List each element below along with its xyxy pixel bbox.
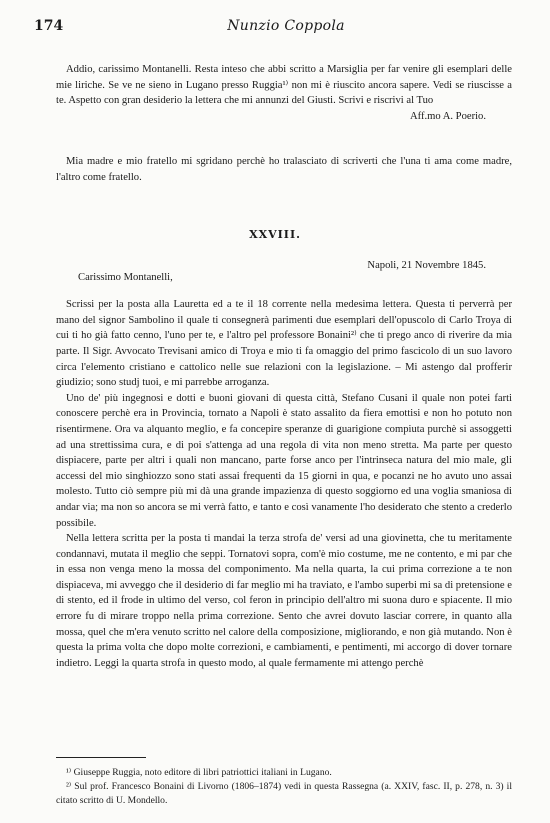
footnote-rule xyxy=(56,757,146,758)
postscript-text: Mia madre e mio fratello mi sgridano perchè ho tralasciato di scriverti che l'una ti ama come madre, l'altro come fratello. xyxy=(56,156,512,183)
letter-number: XXVIII. xyxy=(249,228,301,241)
footnote-2: ²⁾ Sul prof. Francesco Bonaini di Livorno (1806–1874) vedi in questa Rassegna (a. XXIV, fasc. II, p. 278, n. 3) il citato scritto di U. Mondello. xyxy=(56,781,512,806)
letter-1-body: Addio, carissimo Montanelli. Resta inteso che abbi scritto a Marsiglia per far venire gli esemplari delle mie liriche. Se ve ne sieno in Lugano presso Ruggia¹⁾ non mi è riuscito ancora sapere. Vedi se riuscisse a te. Aspetto con gran desiderio la lettera che mi annunzi del Giusti. Scrivi e riscrivi al Tuo xyxy=(56,64,512,107)
postscript xyxy=(56,154,512,185)
letter-1-signature: Aff.mo A. Poerio. xyxy=(409,110,486,122)
paragraph-3: Nella lettera scritta per la posta ti mandai la terza strofa de' versi ad una giovinetta, che tu meritamente condannavi, mutata il meglio che seppi. Tornatovi sopra, com'è mio costume, me ne contento, e mi par che in essa non venga meno la mossa del componimento. Ma nella quarta, la cui prima correzione a te non dispiaceva, mi avveggo che il desiderio di far meglio mi ha traviato, e l'ambo superbi mi sa di pretensione e di stento, ed il frode in ultimo del verso, col feron in principio dell'altro mi suona duro e spiacente. Il mio errore fu di mirare troppo nella prima correzione. Sento che avrei dovuto lasciar correre, in quanto alla mossa, quel che m'era venuto scritto nel calore della composizione, migliorando, e non già mutando. Non è questa la prima volta che dopo molte correzioni, e cambiamenti, e pentimenti, mi accorgo di dover tornare indietro. Leggi la quarta strofa in questo modo, al quale fermamente mi attengo perchè xyxy=(56,533,512,669)
footnote-1: ¹⁾ Giuseppe Ruggia, noto editore di libri patriottici italiani in Lugano. xyxy=(66,767,332,778)
letter-1 xyxy=(56,62,512,124)
footnotes xyxy=(56,766,512,808)
letter-date: Napoli, 21 Novembre 1845. xyxy=(367,260,486,271)
letter-2 xyxy=(56,258,512,671)
page-number: 174 xyxy=(34,18,64,34)
paragraph-1: Scrissi per la posta alla Lauretta ed a te il 18 corrente nella medesima lettera. Questa ti perverrà per mano del signor Sambolino il quale ti consegnerà parimenti due esemplari dell'opuscolo di Carlo Troya di cui ti ho già fatto cenno, l'uno per te, e l'altro pel professore Bonaini²⁾ che ti prego anco di riverire da mia parte. Il Sigr. Avvocato Trevisani amico di Troya e mio ti fa omaggio del primo fascicolo di un suo lavoro circa l'elemento cristiano e cattolico nelle sue relazioni con la legislazione. – Mi astengo dal profferir giudizio; sono studj tuoi, e mi parrebbe arroganza. xyxy=(56,299,512,389)
paragraph-2: Uno de' più ingegnosi e dotti e buoni giovani di questa città, Stefano Cusani il quale non potei farti conoscere perchè era in Provincia, tornato a Napoli è stato assalito da fiera emottisi e non ho potuto non risentirmene. Ora va alquanto meglio, e fa concepire speranze di guarigione compiuta purchè si assoggetti ad una strettissima cura, e di poi s'attenga ad una regola di vita non meno stretta. Ma parte per questo dispiacere, parte per altri i quali non mancano, parte forse anco per l'intrinseca natura del mio male, gli accessi del mio singhiozzo sono stati assai frequenti da 15 giorni in qua, e pocanzi ne ho avuto uno assai molesto. Tutto ciò sempre più mi dà una grande impazienza di questo soggiorno ed una voglia smaniosa di andar via; ma non so ancora se mi verrà fatto, e tanto e così vanamente l'ho desiderato che stento a crederlo possibile. xyxy=(56,392,512,529)
letter-salutation: Carissimo Montanelli, xyxy=(78,271,173,283)
running-title: Nunzio Coppola xyxy=(227,18,345,34)
